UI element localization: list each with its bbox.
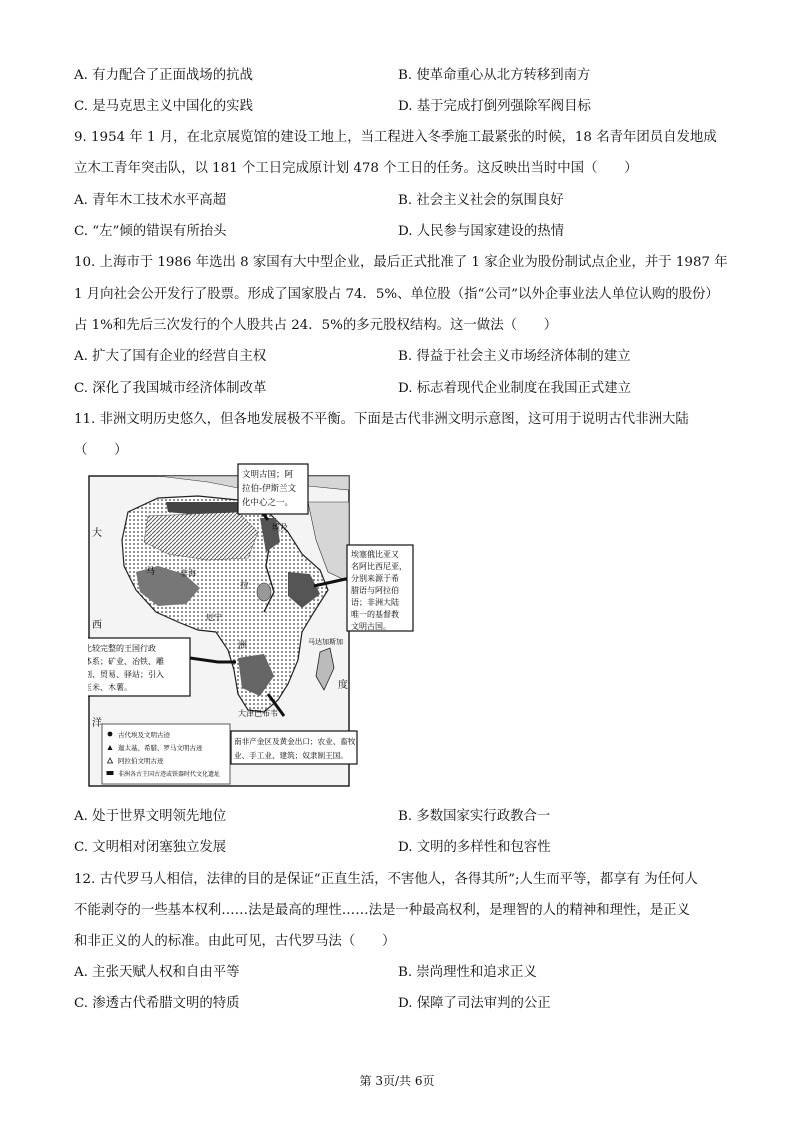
q12-row-ab (74, 964, 734, 982)
callout-south-line1: 南非产金区及黄金出口；农业、畜牧 (234, 737, 356, 746)
callout-west-line1: 比较完整的王国行政 (88, 644, 156, 653)
q12-option-a[interactable]: A. 主张天赋人权和自由平等 (74, 965, 240, 980)
central-lake (257, 583, 271, 601)
q10-option-b[interactable]: B. 得益于社会主义市场经济体制的建立 (398, 349, 631, 364)
q12-row-cd (74, 995, 734, 1013)
q8-option-a[interactable]: A. 有力配合了正面战场的抗战 (74, 68, 253, 83)
legend-square-icon (107, 771, 114, 775)
q8-row-ab (74, 67, 734, 85)
label-feihai: 非海 (180, 569, 196, 578)
callout-egypt (238, 464, 308, 514)
callout-ethiopia-line7: 文明古国。 (351, 622, 391, 631)
label-madagascar: 马达加斯加 (308, 638, 343, 646)
q11-stem-line1: 11. 非洲文明历史悠久，但各地发展极不平衡。下面是古代非洲文明示意图，这可用于说明古代非洲大陆 (74, 412, 689, 427)
q10-stem-line2: 1 月向社会公开发行了股票。形成了国家股占 74．5%、单位股（指“公司”以外企事业法人单位认购的股份） (74, 287, 719, 302)
callout-south-svg (230, 730, 360, 766)
q11-row-cd (74, 839, 734, 857)
callout-ethiopia-line1: 埃塞俄比亚又 (351, 550, 399, 559)
q8-row-cd (74, 98, 734, 116)
q9-row-cd (74, 223, 734, 241)
label-zhou: 洲 (238, 641, 248, 651)
callout-egypt-line2: 拉伯-伊斯兰文 (242, 484, 297, 494)
q11-stem-line2: （ ） (74, 443, 128, 458)
q9-option-c[interactable]: C. “左”倾的错误有所抬头 (74, 224, 227, 239)
q10-stem-line1: 10. 上海市于 1986 年选出 8 家国有大中型企业，最后正式批准了 1 家企业为股份制试点企业，并于 1987 年 (74, 255, 728, 270)
callout-egypt-line3: 化中心之一。 (242, 498, 294, 508)
q9-option-a[interactable]: A. 青年木工技术水平高超 (74, 193, 227, 208)
north-coast-region (166, 502, 248, 514)
callout-ethiopia-line3: 分别来源于希 (351, 574, 399, 583)
q8-option-c[interactable]: C. 是马克思主义中国化的实践 (74, 99, 253, 114)
q8-option-d[interactable]: D. 基于完成打倒列强除军阀目标 (398, 99, 591, 114)
label-zimbabwe: 大津巴布韦 (238, 709, 278, 718)
callout-west-line2: 体系；矿业、冶铁、雕 (88, 657, 164, 666)
label-aiji: 埃及 (272, 523, 288, 532)
page-footer: 第 3页/共 6页 (359, 1074, 435, 1088)
label-da: 大 (92, 528, 102, 539)
q11-option-c[interactable]: C. 文明相对闭塞独立发展 (74, 840, 227, 855)
label-ening: 厄宁 (206, 613, 222, 622)
q9-option-b[interactable]: B. 社会主义社会的氛围良好 (398, 193, 564, 208)
q10-option-d[interactable]: D. 标志着现代企业制度在我国正式建立 (398, 381, 632, 396)
q10-stem-line3: 占 1%和先后三次发行的个人股共占 24．5%的多元股权结构。这一做法（ ） (74, 318, 558, 333)
callout-ethiopia-line4: 腊语与阿拉伯 (351, 586, 399, 595)
q10-row-cd (74, 380, 734, 398)
callout-west-line4: 玉米、木薯。 (88, 683, 132, 692)
q11-row-ab (74, 808, 734, 826)
q11-option-a[interactable]: A. 处于世界文明领先地位 (74, 809, 227, 824)
q12-stem-line3: 和非正义的人的标准。由此可见，古代罗马法（ ） (74, 934, 396, 949)
q12-option-b[interactable]: B. 崇尚理性和追求正义 (398, 965, 537, 980)
q11-option-b[interactable]: B. 多数国家实行政教合一 (398, 809, 551, 824)
q12-option-c[interactable]: C. 渗透古代希腊文明的特质 (74, 996, 240, 1011)
legend-item-1: 古代埃及文明古迹 (118, 731, 170, 739)
legend-circle-icon (108, 732, 113, 737)
q12-stem-line1: 12. 古代罗马人相信，法律的目的是保证“正直生活，不害他人，各得其所”;人生而平等，都享有 为任何人 (74, 872, 698, 887)
callout-south-line2: 业、手工业、建筑；奴隶制王国。 (234, 751, 348, 760)
label-ma: 马 (146, 567, 156, 577)
q10-option-c[interactable]: C. 深化了我国城市经济体制改革 (74, 381, 267, 396)
callout-west-line3: 刻、贸易、驿站；引入 (88, 670, 164, 679)
callout-west (88, 638, 190, 696)
label-du: 度 (338, 680, 348, 691)
label-la: 拉 (240, 581, 250, 591)
legend-item-2: 迦太基、希腊、罗马文明古迹 (118, 744, 203, 752)
q9-row-ab (74, 192, 734, 210)
q10-option-a[interactable]: A. 扩大了国有企业的经营自主权 (74, 349, 267, 364)
q12-stem-line2: 不能剥夺的一些基本权利……法是最高的理性……法是一种最高权利，是理智的人的精神和理性，是正义 (74, 903, 690, 918)
callout-ethiopia-line2: 名阿比西尼亚， (351, 562, 407, 571)
q9-option-d[interactable]: D. 人民参与国家建设的热情 (398, 224, 565, 239)
label-yang: 洋 (92, 718, 102, 729)
q10-row-ab (74, 348, 734, 366)
q12-option-d[interactable]: D. 保障了司法审判的公正 (398, 996, 551, 1011)
callout-ethiopia-line5: 语；非洲大陆 (351, 598, 399, 607)
map-legend (102, 724, 230, 784)
q8-option-b[interactable]: B. 使革命重心从北方转移到南方 (398, 68, 591, 83)
callout-ethiopia-svg (346, 544, 416, 634)
q11-option-d[interactable]: D. 文明的多样性和包容性 (398, 840, 551, 855)
q9-stem-line1: 9. 1954 年 1 月，在北京展览馆的建设工地上，当工程进入冬季施工最紧张的时候，18 名青年团员自发地成 (74, 130, 717, 145)
callout-egypt-line1: 文明古国；阿 (242, 470, 294, 480)
legend-item-3: 阿拉伯文明古迹 (118, 757, 164, 765)
label-xi: 西 (92, 620, 102, 631)
legend-item-4: 非洲各古王国古迹或铁器时代文化遗址 (118, 771, 221, 778)
callout-ethiopia-line6: 唯一的基督教 (351, 610, 399, 619)
q9-stem-line2: 立木工青年突击队，以 181 个工日完成原计划 478 个工日的任务。这反映出当时中国（ ） (74, 161, 638, 176)
